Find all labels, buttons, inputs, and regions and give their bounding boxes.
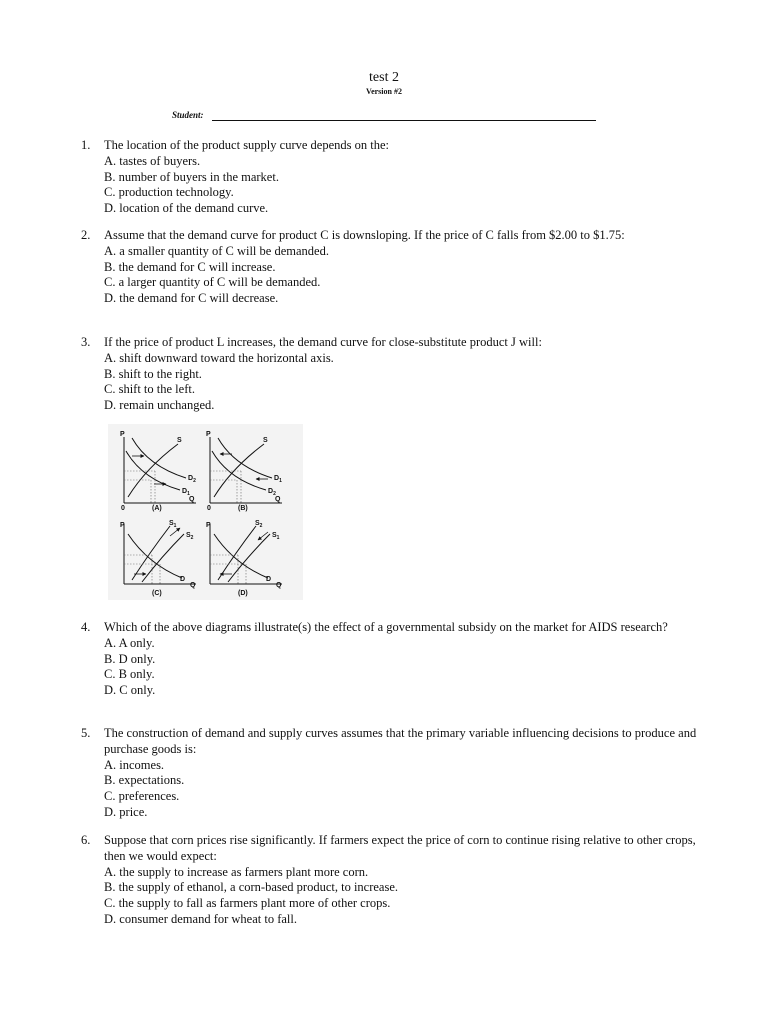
price-axis-label: P [120,522,125,529]
answer-option-d: D. price. [104,804,148,819]
answer-option-d: D. the demand for C will decrease. [104,291,279,306]
panel-caption-b: (B) [238,505,248,512]
answer-option-d: D. consumer demand for wheat to fall. [104,911,297,926]
answer-option-c: C. B only. [104,667,155,682]
curve-label-d2: $D_2$ [188,475,196,484]
question-2 [81,228,701,307]
quantity-axis-label: Q [276,582,282,589]
supply-demand-diagrams [108,424,303,600]
curve-label-s1: $S_1$ [169,520,177,529]
question-number: 3. [81,335,91,349]
answer-option-b: B. number of buyers in the market. [104,169,279,184]
version-label: Version #2 [366,87,402,96]
quantity-axis-label: Q [189,496,195,503]
diagram-panel-c [120,520,196,597]
answer-option-a: A. incomes. [104,757,165,772]
diagram-panel-b [206,431,282,512]
question-number: 4. [81,620,91,634]
question-number: 1. [81,138,91,152]
question-5 [81,726,701,821]
panel-caption-d: (D) [238,590,248,597]
question-text: Suppose that corn prices rise significantly. If farmers expect the price of corn to continue rising relative to other crops, then we would expect: [104,833,696,863]
curve-label-d2: $D_2$ [268,488,276,497]
student-name-line [212,120,596,121]
question-4 [81,620,701,699]
answer-option-a: A. tastes of buyers. [104,153,201,168]
curve-label-s1: $S_1$ [272,532,280,541]
answer-option-a: A. A only. [104,635,155,650]
quantity-axis-label: Q [190,582,196,589]
answer-option-c: C. a larger quantity of C will be demanded. [104,275,321,290]
question-1 [81,138,701,217]
curve-label-d: D [266,576,272,583]
question-text: Assume that the demand curve for product C is downsloping. If the price of C falls from $2.00 to $1.75: [104,228,625,242]
question-text: The location of the product supply curve depends on the: [104,138,389,152]
question-number: 2. [81,228,91,242]
question-6 [81,833,701,928]
question-3 [81,335,701,414]
question-text: If the price of product L increases, the demand curve for close-substitute product J will: [104,335,542,349]
price-axis-label: P [206,431,211,438]
diagram-panel-a [120,431,196,512]
origin-label: 0 [121,505,125,512]
curve-label-s2: $S_2$ [186,532,194,541]
answer-option-a: A. shift downward toward the horizontal axis. [104,350,334,365]
curve-label-d1: $D_1$ [274,475,282,484]
curve-label-d: D [180,576,186,583]
answer-option-d: D. remain unchanged. [104,398,215,413]
curve-label-s2: $S_2$ [255,520,263,529]
answer-option-a: A. the supply to increase as farmers plant more corn. [104,864,369,879]
answer-option-b: B. the demand for C will increase. [104,259,276,274]
panel-caption-c: (C) [152,590,162,597]
origin-label: 0 [207,505,211,512]
answer-option-d: D. location of the demand curve. [104,201,269,216]
curve-label-s: S [263,437,268,444]
answer-option-c: C. preferences. [104,789,180,804]
page-title: test 2 [369,70,399,85]
answer-option-b: B. shift to the right. [104,366,202,381]
answer-option-a: A. a smaller quantity of C will be demanded. [104,243,329,258]
answer-option-d: D. C only. [104,683,156,698]
question-number: 5. [81,726,91,740]
answer-option-c: C. the supply to fall as farmers plant more of other crops. [104,896,391,911]
answer-option-b: B. expectations. [104,773,185,788]
question-text: The construction of demand and supply curves assumes that the primary variable influencing decisions to produce and purchase goods is: [104,726,697,756]
answer-option-c: C. shift to the left. [104,382,195,397]
question-text: Which of the above diagrams illustrate(s) the effect of a governmental subsidy on the market for AIDS research? [104,620,668,634]
answer-option-b: B. D only. [104,651,156,666]
curve-label-s: S [177,437,182,444]
student-label: Student: [172,110,204,120]
panel-caption-a: (A) [152,505,162,512]
diagram-panel-d [206,520,282,597]
price-axis-label: P [120,431,125,438]
student-field [172,110,596,124]
price-axis-label: P [206,522,211,529]
quantity-axis-label: Q [275,496,281,503]
curve-label-d1: $D_1$ [182,488,190,497]
answer-option-b: B. the supply of ethanol, a corn-based product, to increase. [104,880,399,895]
answer-option-c: C. production technology. [104,185,234,200]
question-number: 6. [81,833,91,847]
